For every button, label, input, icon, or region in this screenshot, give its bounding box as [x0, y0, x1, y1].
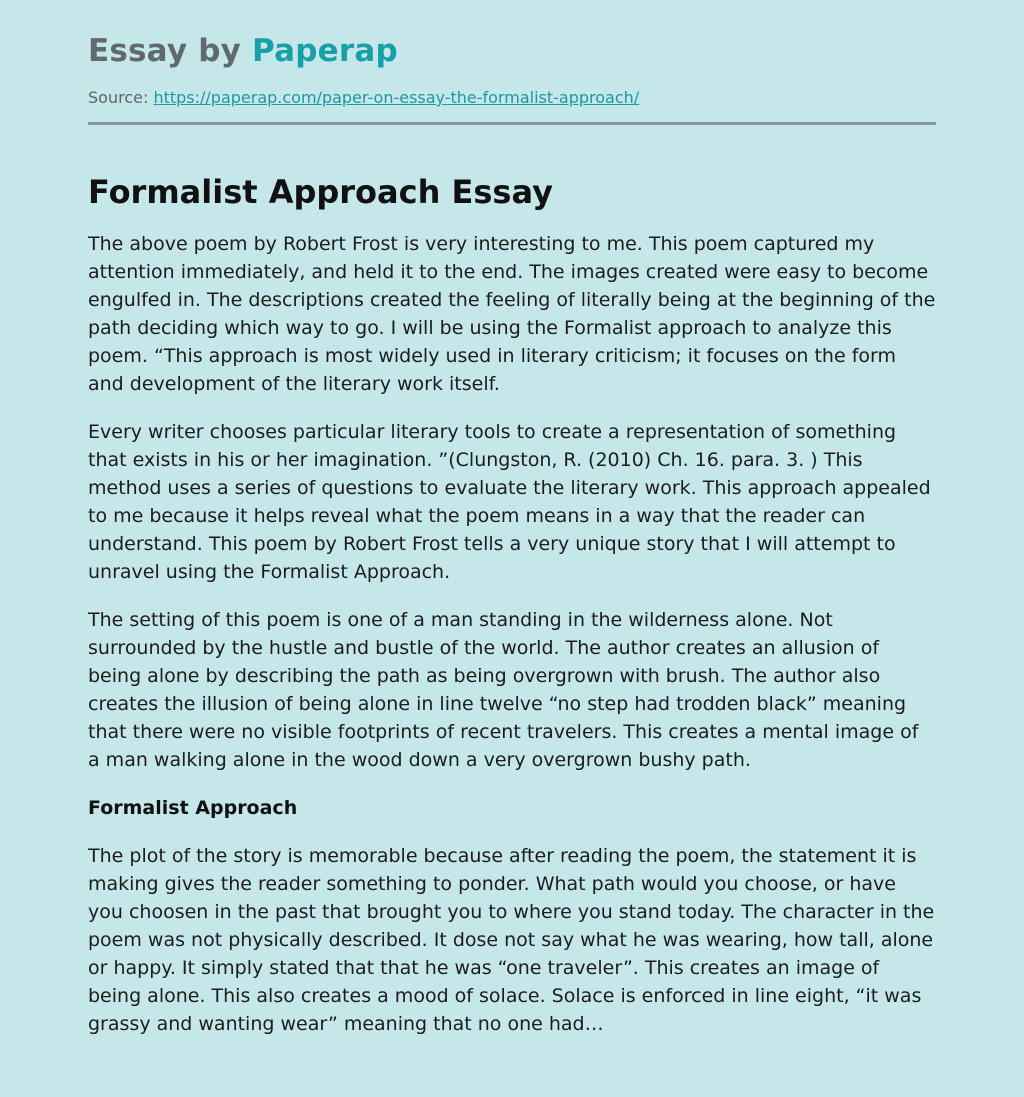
site-brand	[88, 0, 936, 71]
header-divider	[88, 122, 936, 125]
essay-body	[88, 230, 936, 1038]
essay-paragraph-truncated: The plot of the story is memorable because after reading the poem, the statement it is making gives the reader something to ponder. What path would you choose, or have you choosen in the past that brought you to where you stand today. The character in the poem was not physically described. It dose not say what he was wearing, how tall, alone or happy. It simply stated that that he was “one traveler”. This creates an image of being alone. This also creates a mood of solace. Solace is enforced in line eight, “it was grassy and wanting wear” meaning that no one had…	[88, 845, 935, 1035]
brand-prefix: Essay by	[88, 33, 253, 69]
source-link[interactable]: https://paperap.com/paper-on-essay-the-formalist-approach/	[153, 88, 640, 107]
essay-subheading: Formalist Approach	[88, 797, 298, 819]
essay-paragraph: The setting of this poem is one of a man standing in the wilderness alone. Not surrounded by the hustle and bustle of the world. The author creates an allusion of being alone by describing the path as being overgrown with brush. The author also creates the illusion of being alone in line twelve “no step had trodden black” meaning that there were no visible footprints of recent travelers. This creates a mental image of a man walking alone in the wood down a very overgrown bushy path.	[88, 609, 919, 771]
essay-paragraph: The above poem by Robert Frost is very interesting to me. This poem captured my attention immediately, and held it to the end. The images created were easy to become engulfed in. The descriptions created the feeling of literally being at the beginning of the path deciding which way to go. I will be using the Formalist approach to analyze this poem. “This approach is most widely used in literary criticism; it focuses on the form and development of the literary work itself.	[88, 233, 936, 395]
essay-title: Formalist Approach Essay	[88, 173, 553, 211]
source-label: Source:	[88, 88, 149, 107]
source-line	[88, 87, 936, 109]
brand-name: Paperap	[252, 33, 398, 69]
essay-paragraph: Every writer chooses particular literary tools to create a representation of something that exists in his or her imagination. ”(Clungston, R. (2010) Ch. 16. para. 3. ) This method uses a series of questions to evaluate the literary work. This approach appealed to me because it helps reveal what the poem means in a way that the reader can understand. This poem by Robert Frost tells a very unique story that I will attempt to unravel using the Formalist Approach.	[88, 421, 931, 583]
